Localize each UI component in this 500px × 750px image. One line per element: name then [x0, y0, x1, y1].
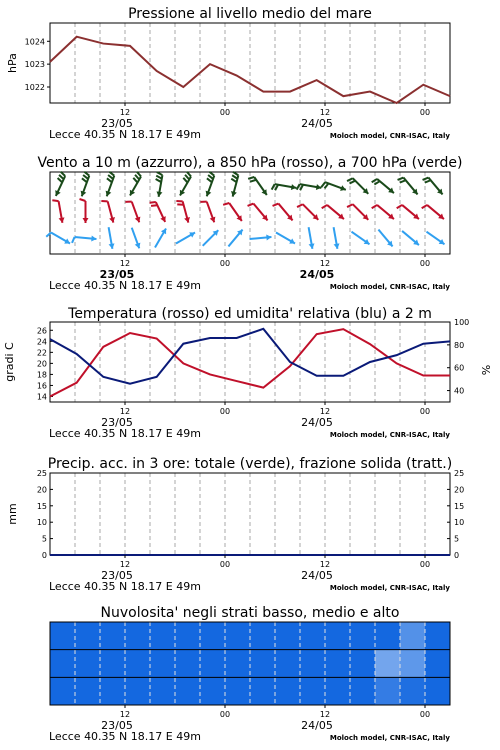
- location-label: Lecce 40.35 N 18.17 E 49m: [49, 279, 201, 292]
- wind-barb: [156, 179, 162, 182]
- cloud-cell: [75, 622, 101, 650]
- cloud-cell: [300, 650, 326, 678]
- cloud-cell: [200, 677, 226, 705]
- wind-barb: [231, 179, 236, 182]
- time-tick-label: 00: [419, 407, 431, 416]
- wind-arrow: [398, 178, 418, 195]
- wind-arrow: [206, 172, 215, 197]
- wind-arrow: [250, 234, 272, 240]
- wind-arrow: [223, 203, 242, 221]
- time-tick-label: 00: [419, 560, 431, 569]
- y-tick-label: 0: [41, 551, 47, 560]
- wind-arrow: [231, 172, 238, 197]
- y-tick-label: 22: [36, 348, 47, 358]
- source-label: Moloch model, CNR-ISAC, Italy: [329, 584, 450, 592]
- date-label: 23/05: [101, 416, 133, 429]
- wind-arrow-head: [266, 234, 271, 240]
- y-tick-label: 1022: [24, 83, 45, 92]
- wind-arrow: [426, 232, 444, 245]
- cloud-cell: [150, 622, 176, 650]
- y-right-tick-label: 100: [454, 318, 470, 327]
- wind-barb: [273, 204, 279, 206]
- y-right-tick-label: 25: [454, 469, 465, 478]
- wind-arrow: [109, 227, 115, 249]
- cloud-cell: [200, 622, 226, 650]
- wind-barb: [185, 175, 189, 180]
- y-right-tick-label: 5: [454, 534, 460, 544]
- wind-barb: [135, 175, 139, 180]
- cloud-cell: [50, 677, 76, 705]
- date-label: 24/05: [301, 416, 333, 429]
- y-axis-label: hPa: [6, 53, 19, 73]
- cloud-cell: [275, 622, 301, 650]
- wind-barb: [248, 204, 254, 206]
- wind-barb: [108, 175, 113, 179]
- pressure-panel: [6, 6, 450, 141]
- y-right-tick-label: 40: [454, 386, 465, 396]
- cloud-cell: [75, 650, 101, 678]
- cloud-cell: [125, 677, 151, 705]
- cloud-cell: [425, 650, 451, 678]
- wind-barb: [72, 237, 75, 243]
- wind-barb: [52, 200, 58, 201]
- wind-barb: [248, 177, 254, 179]
- wind-barb: [347, 178, 353, 181]
- wind-arrow: [402, 231, 419, 245]
- panel-title: Temperatura (rosso) ed umidita' relativa (blu) a 2 m: [68, 306, 432, 322]
- cloud-cell: [275, 677, 301, 705]
- y-right-tick-label: 10: [454, 518, 465, 528]
- wind-arrow: [248, 204, 268, 221]
- cloud-cell: [250, 650, 276, 678]
- wind-barb: [423, 178, 429, 180]
- precip-panel: [6, 456, 464, 593]
- y-tick-label: 25: [36, 469, 47, 478]
- wind-barb: [422, 205, 427, 208]
- date-label: 23/05: [101, 719, 133, 732]
- wind-barb: [347, 204, 353, 207]
- wind-barb: [322, 205, 327, 208]
- cloud-cell: [50, 622, 76, 650]
- cloud-cell: [250, 622, 276, 650]
- wind-arrow-head: [91, 236, 96, 242]
- pressure-frame: [50, 23, 450, 103]
- wind-barb: [297, 184, 300, 190]
- wind-barb: [156, 176, 162, 179]
- cloud-cell: [200, 650, 226, 678]
- wind-barb: [398, 178, 404, 180]
- y-tick-label: 18: [36, 370, 47, 380]
- wind-barb: [157, 172, 163, 175]
- time-tick-label: 00: [419, 259, 431, 268]
- y-tick-label: 16: [36, 381, 47, 391]
- y-right-tick-label: 60: [454, 363, 465, 373]
- panel-title: Pressione al livello medio del mare: [128, 6, 372, 22]
- wind-arrow: [176, 201, 190, 223]
- wind-arrow: [156, 172, 163, 197]
- cloud-cell: [300, 677, 326, 705]
- wind-arrow: [52, 200, 64, 223]
- time-tick-label: 00: [219, 407, 231, 416]
- date-label: 24/05: [301, 117, 333, 130]
- time-tick-label: 12: [119, 407, 131, 416]
- cloud-cell: [275, 650, 301, 678]
- wind-arrow: [273, 204, 293, 221]
- cloud-cell: [100, 650, 126, 678]
- location-label: Lecce 40.35 N 18.17 E 49m: [49, 128, 201, 141]
- y-right-tick-label: 15: [454, 501, 465, 511]
- time-tick-label: 00: [419, 108, 431, 117]
- wind-barb: [150, 202, 156, 203]
- cloud-cell: [50, 650, 76, 678]
- y-tick-label: 1024: [24, 37, 45, 47]
- cloud-cell: [75, 677, 101, 705]
- y-tick-label: 10: [36, 518, 47, 528]
- time-tick-label: 12: [119, 108, 131, 117]
- wind-barb: [58, 178, 63, 182]
- wind-barb: [325, 183, 329, 188]
- wind-barb: [59, 175, 64, 179]
- source-label: Moloch model, CNR-ISAC, Italy: [329, 431, 450, 439]
- date-label: 24/05: [301, 569, 333, 582]
- y-right-tick-label: 80: [454, 340, 465, 350]
- y-tick-label: 20: [36, 485, 47, 495]
- time-tick-label: 12: [119, 259, 131, 268]
- cloud-cell: [400, 650, 426, 678]
- cloud-cell: [350, 677, 376, 705]
- time-tick-label: 00: [219, 108, 231, 117]
- time-tick-label: 12: [119, 710, 131, 719]
- wind-arrow: [81, 172, 90, 197]
- cloud-cell: [350, 622, 376, 650]
- time-tick-label: 00: [419, 710, 431, 719]
- wind-arrow: [125, 202, 140, 223]
- cloud-cell: [325, 677, 351, 705]
- cloud-cell: [375, 650, 401, 678]
- time-tick-label: 00: [219, 259, 231, 268]
- y-tick-label: 24: [36, 337, 47, 347]
- wind-arrow: [55, 172, 65, 196]
- wind-barb: [372, 179, 377, 182]
- wind-barb: [208, 175, 213, 179]
- date-label: 24/05: [299, 268, 335, 281]
- wind-barb: [372, 205, 377, 208]
- wind-barb: [425, 180, 431, 182]
- wind-arrow: [106, 172, 115, 197]
- wind-arrow: [423, 178, 443, 195]
- cloud-cell: [325, 650, 351, 678]
- wind-barb: [272, 184, 275, 190]
- cloud-cell: [325, 622, 351, 650]
- wind-barb: [300, 185, 303, 191]
- cloud-cell: [150, 650, 176, 678]
- wind-arrow: [180, 172, 191, 196]
- date-label: 23/05: [101, 569, 133, 582]
- source-label: Moloch model, CNR-ISAC, Italy: [329, 283, 450, 291]
- cloud-panel: [49, 605, 451, 743]
- cloud-cell: [100, 622, 126, 650]
- wind-arrow: [203, 230, 219, 246]
- y-tick-label: 15: [36, 501, 47, 511]
- cloud-cell: [375, 622, 401, 650]
- cloud-cell: [175, 650, 201, 678]
- y-tick-label: 1023: [24, 60, 45, 70]
- wind-arrow: [309, 227, 315, 249]
- time-tick-label: 12: [119, 560, 131, 569]
- time-tick-label: 12: [319, 560, 331, 569]
- wind-barb: [151, 205, 157, 206]
- cloud-cell: [400, 622, 426, 650]
- date-label: 24/05: [301, 719, 333, 732]
- panel-title: Precip. acc. in 3 ore: totale (verde), frazione solida (tratt.): [47, 456, 453, 472]
- wind-arrow: [72, 236, 96, 243]
- cloud-cell: [100, 677, 126, 705]
- wind-arrow: [248, 177, 267, 195]
- date-label: 23/05: [99, 268, 135, 281]
- cloud-cell: [400, 677, 426, 705]
- wind-barb: [80, 199, 86, 201]
- location-label: Lecce 40.35 N 18.17 E 49m: [49, 427, 201, 440]
- wind-arrow: [130, 172, 141, 196]
- source-label: Moloch model, CNR-ISAC, Italy: [329, 734, 450, 742]
- cloud-cell: [350, 650, 376, 678]
- cloud-cell: [175, 677, 201, 705]
- y-right-axis-label: %: [480, 364, 493, 376]
- wind-arrow: [228, 230, 242, 247]
- time-tick-label: 12: [319, 259, 331, 268]
- wind-arrow: [334, 227, 340, 249]
- time-tick-label: 00: [219, 560, 231, 569]
- location-label: Lecce 40.35 N 18.17 E 49m: [49, 580, 201, 593]
- cloud-cell: [225, 622, 251, 650]
- wind-barb: [400, 180, 406, 182]
- wind-arrow: [150, 202, 166, 222]
- time-tick-label: 12: [319, 710, 331, 719]
- panel-title: Vento a 10 m (azzurro), a 850 hPa (rosso), a 700 hPa (verde): [37, 155, 463, 171]
- wind-barb: [250, 180, 256, 182]
- wind-arrow: [200, 202, 215, 223]
- wind-barb: [275, 185, 278, 191]
- wind-arrow: [132, 228, 141, 249]
- y-tick-label: 20: [36, 359, 47, 369]
- time-tick-label: 12: [319, 407, 331, 416]
- cloud-cell: [125, 650, 151, 678]
- cloud-cell: [250, 677, 276, 705]
- y-axis-label: gradi C: [3, 342, 16, 382]
- panel-title: Nuvolosita' negli strati basso, medio e alto: [100, 605, 400, 621]
- cloud-cell: [125, 622, 151, 650]
- wind-barb: [133, 178, 137, 183]
- wind-arrow-head: [83, 218, 89, 223]
- cloud-cell: [300, 622, 326, 650]
- wind-barb: [207, 178, 212, 182]
- y-tick-label: 5: [41, 534, 47, 544]
- y-right-tick-label: 20: [454, 485, 465, 495]
- y-axis-label: mm: [6, 503, 19, 525]
- wind-barb: [83, 175, 88, 179]
- wind-arrow: [80, 199, 89, 223]
- y-tick-label: 14: [36, 392, 47, 402]
- y-right-tick-label: 0: [454, 551, 460, 560]
- wind-arrow: [378, 230, 392, 247]
- wind-barb: [82, 178, 87, 182]
- precip-frame: [50, 473, 450, 555]
- wind-arrow: [155, 228, 166, 247]
- time-tick-label: 00: [219, 710, 231, 719]
- wind-barb: [223, 203, 229, 205]
- date-label: 23/05: [101, 117, 133, 130]
- cloud-cell: [150, 677, 176, 705]
- temperature-panel: [3, 306, 493, 440]
- cloud-cell: [225, 650, 251, 678]
- time-tick-label: 12: [319, 108, 331, 117]
- wind-barb: [397, 205, 402, 208]
- cloud-cell: [175, 622, 201, 650]
- wind-arrow: [351, 232, 369, 245]
- wind-arrow: [176, 232, 195, 243]
- wind-arrow: [101, 201, 115, 223]
- location-label: Lecce 40.35 N 18.17 E 49m: [49, 730, 201, 743]
- wind-panel: [37, 155, 462, 292]
- wind-barb: [232, 175, 237, 178]
- wind-barb: [183, 178, 187, 183]
- y-tick-label: 26: [36, 326, 47, 336]
- wind-arrow: [276, 233, 295, 244]
- wind-barb: [297, 204, 303, 207]
- cloud-cell: [375, 677, 401, 705]
- cloud-cell: [425, 677, 451, 705]
- cloud-cell: [425, 622, 451, 650]
- source-label: Moloch model, CNR-ISAC, Italy: [329, 132, 450, 140]
- cloud-cell: [225, 677, 251, 705]
- wind-barb: [107, 178, 112, 182]
